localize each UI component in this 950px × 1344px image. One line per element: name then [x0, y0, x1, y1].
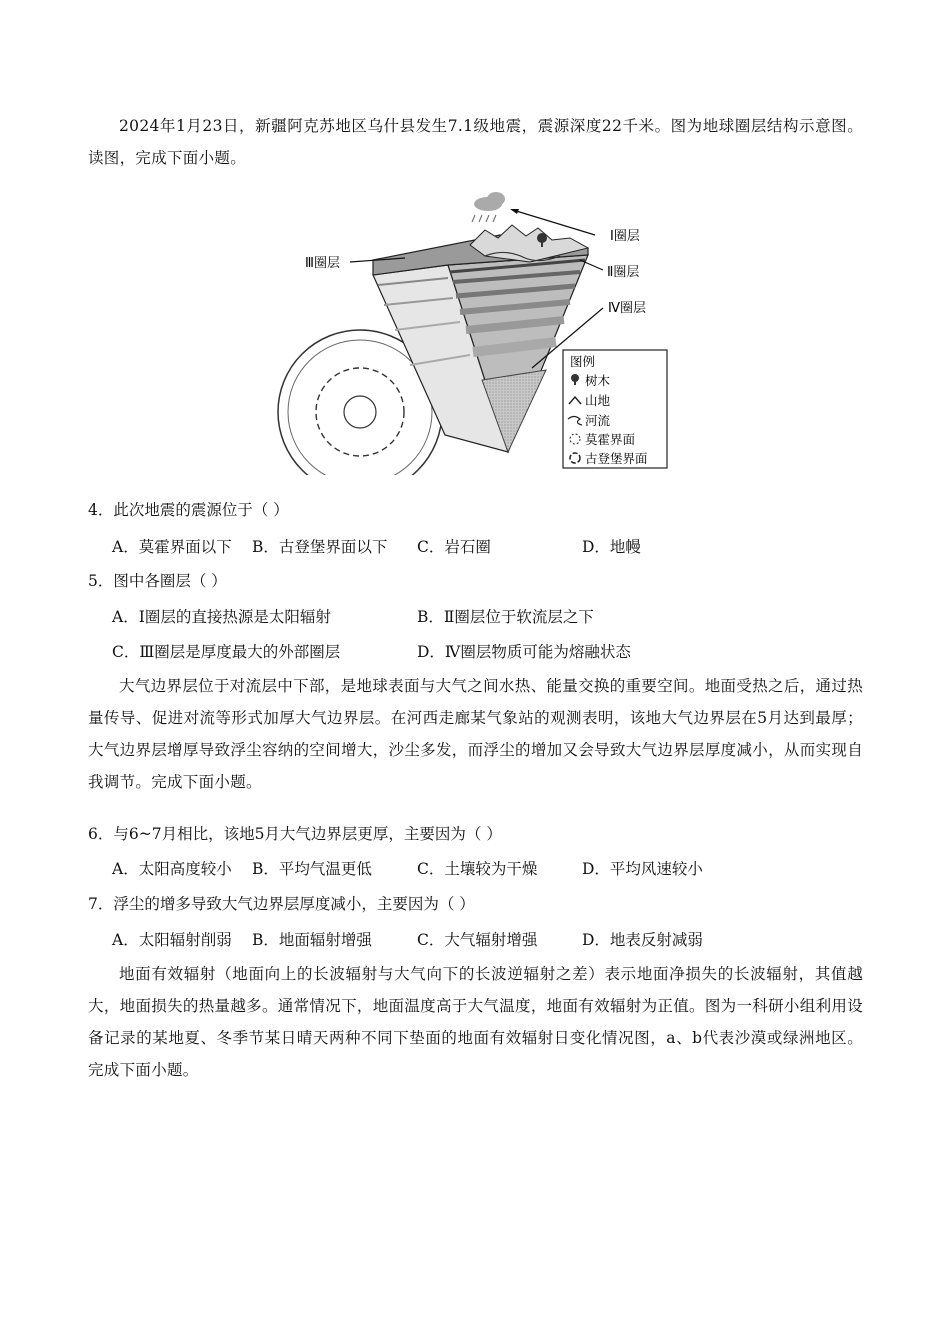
- legend-item-gutenberg: 古登堡界面: [585, 451, 648, 466]
- legend-title: 图例: [570, 354, 596, 369]
- intro-paragraph-3: 地面有效辐射（地面向上的长波辐射与大气向下的长波逆辐射之差）表示地面净损失的长波辐射，其值越大，地面损失的热量越多。通常情况下，地面温度高于大气温度，地面有效辐射为正值。图为一科研小组利用设备记录的某地夏、冬季节某日晴天两种不同下垫面的地面有效辐射日变化情况图，a、b代表沙漠或绿洲地区。完成下面小题。: [88, 965, 863, 1079]
- label-layer-2: Ⅱ圈层: [607, 265, 640, 280]
- q7-option-b[interactable]: B．地面辐射增强: [252, 931, 372, 949]
- label-layer-3: Ⅲ圈层: [305, 256, 340, 271]
- legend-item-moho: 莫霍界面: [585, 432, 636, 447]
- q6-option-d[interactable]: D．平均风速较小: [582, 860, 703, 878]
- q6-option-a[interactable]: A．太阳高度较小: [112, 860, 232, 878]
- label-layer-1: Ⅰ圈层: [610, 229, 640, 244]
- earth-layers-figure: [270, 190, 680, 475]
- q7-option-c[interactable]: C．大气辐射增强: [417, 931, 538, 949]
- intro-paragraph-1: 2024年1月23日，新疆阿克苏地区乌什县发生7.1级地震，震源深度22千米。图为地球圈层结构示意图。读图，完成下面小题。: [88, 117, 863, 167]
- q6-option-b[interactable]: B．平均气温更低: [252, 860, 372, 878]
- q5-option-a[interactable]: A．Ⅰ圈层的直接热源是太阳辐射: [112, 608, 331, 626]
- q4-option-a[interactable]: A．莫霍界面以下: [112, 538, 232, 556]
- q7-option-d[interactable]: D．地表反射减弱: [582, 931, 703, 949]
- q5-option-c[interactable]: C．Ⅲ圈层是厚度最大的外部圈层: [112, 643, 341, 661]
- label-layer-4: Ⅳ圈层: [608, 301, 646, 316]
- intro-paragraph-2: 大气边界层位于对流层中下部，是地球表面与大气之间水热、能量交换的重要空间。地面受热之后，通过热量传导、促进对流等形式加厚大气边界层。在河西走廊某气象站的观测表明，该地大气边界层在5月达到最厚；大气边界层增厚导致浮尘容纳的空间增大，沙尘多发，而浮尘的增加又会导致大气边界层厚度减小，从而实现自我调节。完成下面小题。: [88, 677, 863, 791]
- question-4-stem: 4．此次地震的震源位于（ ）: [88, 501, 289, 519]
- legend-item-river: 河流: [585, 413, 611, 428]
- q5-option-d[interactable]: D．Ⅳ圈层物质可能为熔融状态: [417, 643, 631, 661]
- q4-option-c[interactable]: C．岩石圈: [417, 538, 491, 556]
- pointer-line-1: [513, 210, 595, 235]
- question-5-stem: 5．图中各圈层（ ）: [88, 572, 227, 590]
- q7-option-a[interactable]: A．太阳辐射削弱: [112, 931, 232, 949]
- q4-option-d[interactable]: D．地幔: [582, 538, 641, 556]
- legend-item-mountain: 山地: [585, 393, 611, 408]
- cloud-icon: [472, 192, 505, 222]
- question-6-stem: 6．与6~7月相比，该地5月大气边界层更厚，主要因为（ ）: [88, 825, 502, 843]
- legend-item-tree: 树木: [585, 373, 611, 388]
- q6-option-c[interactable]: C．土壤较为干燥: [417, 860, 538, 878]
- legend: [563, 350, 667, 468]
- question-7-stem: 7．浮尘的增多导致大气边界层厚度减小，主要因为（ ）: [88, 895, 475, 913]
- q4-option-b[interactable]: B．古登堡界面以下: [252, 538, 388, 556]
- q5-option-b[interactable]: B．Ⅱ圈层位于软流层之下: [417, 608, 594, 626]
